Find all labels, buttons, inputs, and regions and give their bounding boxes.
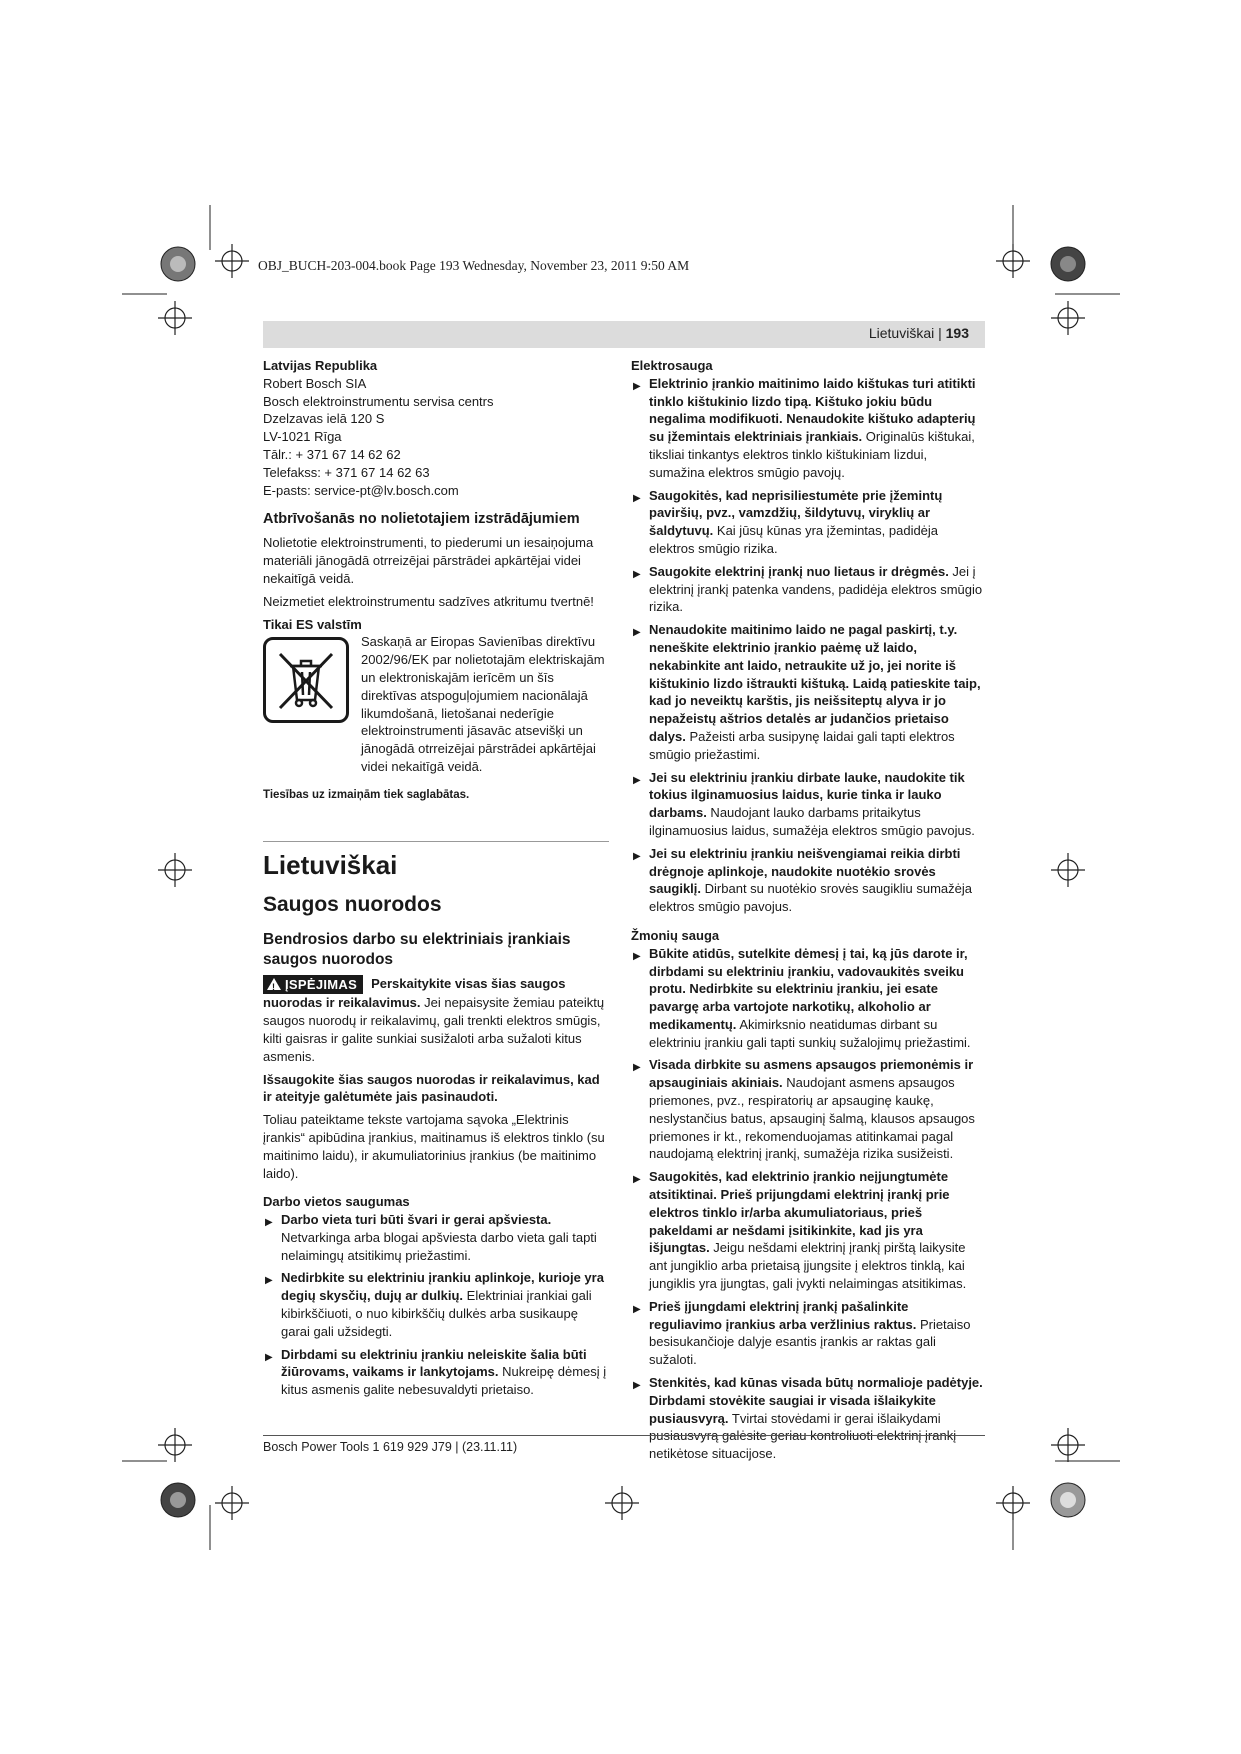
warning-text: Jei nepaisysite žemiau pateiktų saugos nuorodų ir reikalavimų, gali trenkti elektros smūgis, kilti gaisras ir galite sunkiai susižaloti arba sužaloti kitus asmenis. — [263, 995, 605, 1064]
triangle-right-icon: ▶ — [633, 1062, 641, 1074]
list-item-bold: Jei su elektriniu įrankiu neišvengiamai reikia dirbti drėgnoje aplinkoje, naudokite nuotėkio srovės saugiklį. — [649, 845, 961, 897]
section-rule — [263, 841, 609, 842]
general-safety-heading: Bendrosios darbo su elektriniais įrankiais saugos nuorodos — [263, 930, 571, 968]
workplace-heading: Darbo vietos saugumas — [263, 1194, 410, 1210]
page-footer: Bosch Power Tools 1 619 929 J79 | (23.11.11) — [263, 1440, 518, 1454]
warning-paragraph — [263, 975, 608, 1066]
eu-text: Saskaņā ar Eiropas Savienības direktīvu 2002/96/EK par nolietotajām elektriskajām un elektroniskajām ierīcēm un šīs direktīvas atspoguļojumiem nacionālajā likumdošanā, lietošanai nederīgie elektroinstrumenti jāsavāc atsevišķi un jānogādā otrreizējai pārstrādei apkārtējai videi nekaitīgā veidā. — [361, 634, 605, 774]
list-item — [631, 1374, 984, 1463]
print-slug: OBJ_BUCH-203-004.book Page 193 Wednesday, November 23, 2011 9:50 AM — [258, 258, 690, 273]
triangle-right-icon: ▶ — [633, 950, 641, 962]
triangle-right-icon: ▶ — [633, 774, 641, 786]
triangle-right-icon: ▶ — [633, 492, 641, 504]
list-item-bold: Būkite atidūs, sutelkite dėmesį į tai, ką jūs darote ir, dirbdami su elektriniu įrankiu, vadovaukitės sveiku protu. Nedirbkite su elektriniu įrankiu, jei esate pavargę arba vartojote narkotikų, alkoholio ar medikamentų. — [649, 945, 968, 1032]
warning-badge-label: ĮSPĖJIMAS — [285, 976, 358, 992]
list-item-text: Naudojant lauko darbams pritaikytus ilginamuosius laidus, sumažėja elektros smūgio pavojus. — [649, 805, 975, 838]
latvia-line: LV-1021 Rīga — [263, 429, 342, 445]
triangle-right-icon: ▶ — [265, 1351, 273, 1363]
header-text — [869, 325, 969, 341]
warning-bold: Perskaitykite visas šias saugos nuorodas ir reikalavimus. — [263, 975, 566, 1011]
list-item — [631, 1168, 984, 1293]
list-item-bold: Jei su elektriniu įrankiu dirbate lauke, naudokite tik tokius ilginamuosius laidus, kurie tinka ir lauko darbams. — [649, 769, 965, 821]
list-item — [263, 1269, 608, 1340]
list-item-text: Dirbant su nuotėkio srovės saugikliu sumažėja elektros smūgio pavojus. — [649, 881, 972, 915]
list-item-text: Tvirtai stovėdami ir gerai išlaikydami netikėtose situacijose. — [649, 1410, 941, 1462]
warning-badge — [263, 975, 363, 995]
list-item-text: Prietaiso besisukančioje dalyje esantis įrankis ar raktas gali sužaloti. — [649, 1316, 971, 1368]
list-item — [263, 1211, 608, 1264]
list-item — [631, 487, 984, 558]
list-item-text: Elektriniai įrankiai gali kibirkščiuoti, o nuo kibirkščių dulkės arba susikaupę garai gali užsidegti. — [281, 1288, 592, 1339]
triangle-right-icon: ▶ — [633, 627, 641, 639]
latvia-line: Bosch elektroinstrumentu servisa centrs — [263, 393, 494, 409]
list-item-bold: Darbo vieta turi būti švari ir gerai apšviesta. — [281, 1212, 552, 1228]
list-item-text: Jei į elektrinį įrankį patenka vandens, padidėja elektros smūgio rizika. — [649, 563, 983, 615]
latvia-line: Telefakss: + 371 67 14 62 63 — [263, 464, 430, 480]
safety-title: Saugos nuorodos — [263, 892, 442, 916]
triangle-right-icon: ▶ — [633, 1380, 641, 1392]
list-item-bold: Nenaudokite maitinimo laido ne pagal paskirtį, t.y. neneškite elektrinio įrankio paėmę už laido, nekabinkite ant laido, netraukite už jo, jei norite iš kištukinio lizdo ištraukti kištuką. Laidą patieskite taip, kad jo neveiktų karštis, jis neišsiteptų alyva ir jo nepažeistų aštrios detalės ar judančios prietaiso dalys. — [649, 622, 981, 744]
list-item-bold: Stenkitės, kad kūnas visada būtų normalioje padėtyje. Dirbdami stovėkite saugiai ir visada išlaikykite pusiausvyrą. — [649, 1375, 983, 1426]
list-item-bold: Dirbdami su elektriniu įrankiu neleiskite šalia būti žiūrovams, vaikams ir lankytojams. — [281, 1346, 587, 1380]
list-item-bold: Visada dirbkite su asmens apsaugos priemonėmis ir apsauginiais akiniais. — [649, 1057, 974, 1091]
warning-triangle-icon: ! — [267, 978, 281, 990]
crossed-out-bin-icon — [263, 637, 349, 723]
list-item — [631, 621, 984, 763]
disposal-heading: Atbrīvošanās no nolietotajiem izstrādājumiem — [263, 511, 580, 528]
rights-note: Tiesības uz izmaiņām tiek saglabātas. — [263, 788, 470, 801]
language-title: Lietuviškai — [263, 849, 398, 880]
list-item-bold: Elektrinio įrankio maitinimo laido kištukas turi atitikti tinklo kištukinio lizdo tipą. Kištuko jokiu būdu negalima modifikuoti. Nenaudokite kištuko adapterių su įžemintais elektriniais įrankiais. — [649, 375, 976, 445]
personal-heading: Žmonių sauga — [631, 927, 720, 943]
list-item-text: Naudojant asmens apsaugos priemones, pvz., respiratorių ar apsauginę kaukę, neslystančius batus, apsauginį šalmą, klausos apsaugos priemones ir kt., rekomenduojamas atitinkamai pagal naudojamą elektrinį įrankį, sumažėja rizika susižeisti. — [649, 1075, 975, 1162]
header-separator: | — [938, 325, 942, 341]
list-item-text: Jeigu nešdami elektrinį įrankį pirštą laikysite ant jungiklio arba prietaisą įjungsite į elektros tinklą, kai jungiklis yra įjungtas, gali įvykti nelaimingas atsitikimas. — [649, 1240, 967, 1292]
page-header — [263, 321, 985, 348]
list-item — [631, 1056, 984, 1163]
electrical-heading: Elektrosauga — [631, 358, 713, 373]
right-column — [631, 357, 984, 1463]
page-number: 193 — [945, 325, 969, 341]
list-item-bold: Saugokitės, kad neprisiliestumėte prie įžemintų paviršių, pvz., vamzdžių, šildytuvų, viryklių ar šaldytuvų. — [649, 487, 943, 539]
list-item — [631, 769, 984, 840]
list-item-text: Kai jūsų kūnas yra įžemintas, padidėja elektros smūgio rizika. — [649, 523, 939, 556]
list-item — [631, 845, 984, 916]
left-column — [263, 357, 608, 1399]
list-item — [631, 1298, 984, 1369]
list-item-text: Nukreipę dėmesį į kitus asmenis galite nebesuvaldyti prietaiso. — [281, 1364, 607, 1398]
list-item — [631, 945, 984, 1052]
triangle-right-icon: ▶ — [265, 1275, 273, 1287]
list-item-bold: Saugokite elektrinį įrankį nuo lietaus ir drėgmės. — [649, 563, 949, 579]
list-item-text: Pažeisti arba susipynę laidai gali tapti elektros smūgio priežastimi. — [649, 728, 955, 762]
header-language: Lietuviškai — [868, 325, 935, 341]
list-item-text: Originalūs kištukai, tiksliai tinkantys elektros tinklo kištukiniam lizdui, sumažina elektros smūgio pavojų. — [649, 429, 975, 480]
list-item-bold: Prieš įjungdami elektrinį įrankį pašalinkite reguliavimo įrankius arba veržlinius raktus. — [649, 1298, 917, 1332]
latvia-title: Latvijas Republika — [263, 358, 378, 373]
triangle-right-icon: ▶ — [633, 568, 641, 580]
list-item — [631, 563, 984, 616]
disposal-paragraph: Nolietotie elektroinstrumenti, to piederumi un iesaiņojuma materiāli jānogādā otrreizējai pārstrādei apkārtējai videi nekaitīgā veidā. — [263, 535, 594, 586]
list-item-text: Akimirksnio neatidumas dirbant su elektriniu įrankiu gali tapti sunkių sužalojimų priežastimi. — [649, 1016, 971, 1050]
triangle-right-icon: ▶ — [265, 1217, 273, 1229]
list-item-bold: Nedirbkite su elektriniu įrankiu aplinkoje, kurioje yra degių skysčių, dujų ar dulkių. — [281, 1270, 604, 1304]
latvia-line: E-pasts: service-pt@lv.bosch.com — [263, 482, 459, 498]
triangle-right-icon: ▶ — [633, 380, 641, 392]
list-item — [263, 1346, 608, 1399]
latvia-line: Dzelzavas ielā 120 S — [263, 411, 385, 427]
keep-instructions: Išsaugokite šias saugos nuorodas ir reikalavimus, kad ir ateityje galėtumėte jais pasinaudoti. — [263, 1071, 600, 1105]
list-item-text: Netvarkinga arba blogai apšviesta darbo vieta gali tapti nelaimingų atsitikimų priežastimi. — [281, 1229, 597, 1263]
disposal-paragraph: Neizmetiet elektroinstrumentu sadzīves atkritumu tvertnē! — [263, 593, 594, 609]
triangle-right-icon: ▶ — [633, 850, 641, 862]
list-item — [631, 375, 984, 482]
footer-rule — [263, 1435, 985, 1436]
term-definition: Toliau pateiktame tekste vartojama sąvoka „Elektrinis įrankis“ apibūdina įrankius, maitinamus iš elektros tinklo (su maitinimo laidu), ir akumuliatorinius įrankius (be maitinimo laido). — [263, 1112, 605, 1181]
latvia-line: Tālr.: + 371 67 14 62 62 — [263, 446, 401, 462]
triangle-right-icon: ▶ — [633, 1303, 641, 1315]
list-item-bold: Saugokitės, kad elektrinio įrankio neįjungtumėte atsitiktinai. Prieš prijungdami elektrinį įrankį prie elektros tinklo ir/arba akumuliatoriaus, prieš pakeldami ar nešdami įsitikinkite, kad jis yra išjungtas. — [649, 1169, 950, 1256]
eu-heading: Tikai ES valstīm — [263, 616, 362, 632]
weee-block — [263, 633, 608, 775]
triangle-right-icon: ▶ — [633, 1174, 641, 1186]
latvia-line: Robert Bosch SIA — [263, 375, 367, 391]
